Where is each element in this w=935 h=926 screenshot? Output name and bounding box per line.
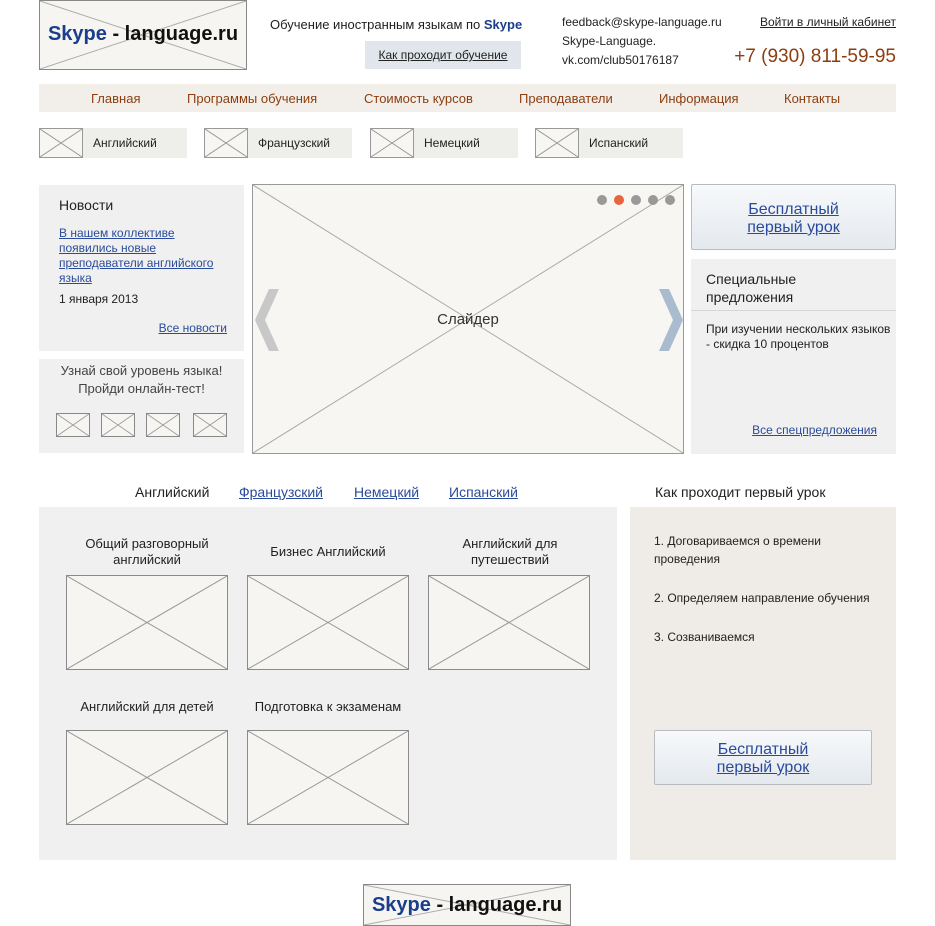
course-image[interactable] bbox=[66, 575, 228, 670]
slider-dot[interactable] bbox=[631, 195, 641, 205]
phone-number: +7 (930) 811-59-95 bbox=[734, 46, 896, 67]
slider-dots bbox=[597, 195, 677, 205]
course-title: Подготовка к экзаменам bbox=[254, 699, 402, 714]
course-tab-active[interactable]: Английский bbox=[135, 484, 210, 500]
course-title: Бизнес Английский bbox=[270, 544, 386, 559]
lang-tab-german[interactable] bbox=[370, 128, 518, 158]
lang-tab-spanish[interactable] bbox=[535, 128, 683, 158]
free-lesson-line2: первый урок bbox=[716, 759, 810, 776]
offers-title-line1: Специальные bbox=[706, 271, 797, 287]
offers-title bbox=[706, 270, 796, 306]
logo-rest: - language.ru bbox=[106, 23, 239, 45]
course-image[interactable] bbox=[66, 730, 228, 825]
flag-icon bbox=[39, 128, 83, 158]
flag-icon bbox=[370, 128, 414, 158]
course-image[interactable] bbox=[247, 730, 409, 825]
news-panel bbox=[39, 185, 244, 351]
nav-item-info[interactable]: Информация bbox=[659, 91, 739, 106]
slider-dot-active[interactable] bbox=[614, 195, 624, 205]
chevron-right-icon[interactable] bbox=[659, 289, 683, 351]
main-nav bbox=[39, 84, 896, 112]
tagline-brand: Skype bbox=[483, 17, 523, 32]
courses-panel bbox=[39, 507, 617, 860]
first-lesson-step: 3. Созваниваемся bbox=[654, 630, 755, 644]
first-lesson-step: 2. Определяем направление обучения bbox=[654, 591, 870, 605]
lang-tab-french[interactable] bbox=[204, 128, 352, 158]
nav-item-contacts[interactable]: Контакты bbox=[784, 91, 841, 106]
course-title: Английский для детей bbox=[80, 699, 214, 714]
contact-vk[interactable]: vk.com/club50176187 bbox=[562, 53, 679, 67]
offers-panel bbox=[691, 259, 896, 454]
how-learning-button[interactable]: Как проходит обучение bbox=[365, 41, 521, 69]
course-title: Общий разговорный английский bbox=[85, 536, 209, 567]
first-lesson-step: 1. Договариваемся о времени проведения bbox=[654, 534, 822, 566]
test-line1: Узнай свой уровень языка! bbox=[60, 363, 223, 378]
offers-text: При изучении нескольких языков - скидка 10 процентов bbox=[706, 322, 891, 351]
course-tab-spanish[interactable]: Испанский bbox=[449, 484, 518, 500]
nav-item-teachers[interactable]: Преподаватели bbox=[519, 91, 613, 106]
contact-email[interactable]: feedback@skype-language.ru bbox=[562, 15, 722, 29]
first-lesson-title: Как проходит первый урок bbox=[655, 484, 826, 500]
slider-dot[interactable] bbox=[648, 195, 658, 205]
lang-tab-label: Испанский bbox=[589, 136, 649, 150]
lang-tab-english[interactable] bbox=[39, 128, 187, 158]
test-line2: Пройди онлайн-тест! bbox=[78, 381, 205, 396]
test-option-icon[interactable] bbox=[193, 413, 227, 437]
nav-item-programs[interactable]: Программы обучения bbox=[187, 91, 318, 106]
nav-item-prices[interactable]: Стоимость курсов bbox=[364, 91, 473, 106]
first-lesson-panel bbox=[630, 507, 896, 860]
news-item-link[interactable]: В нашем коллективе появились новые преподаватели английского языка bbox=[59, 226, 214, 285]
test-option-icon[interactable] bbox=[146, 413, 180, 437]
offers-title-line2: предложения bbox=[706, 289, 794, 305]
slider-dot[interactable] bbox=[665, 195, 675, 205]
flag-icon bbox=[204, 128, 248, 158]
chevron-left-icon[interactable] bbox=[255, 289, 279, 351]
test-option-icon[interactable] bbox=[101, 413, 135, 437]
nav-item-home[interactable]: Главная bbox=[91, 91, 141, 106]
lang-tab-label: Немецкий bbox=[424, 136, 480, 150]
free-lesson-line1: Бесплатный bbox=[717, 741, 809, 758]
news-title: Новости bbox=[59, 197, 114, 213]
free-lesson-line1: Бесплатный bbox=[748, 201, 839, 218]
footer-logo-brand: Skype bbox=[371, 894, 431, 916]
all-offers-link[interactable]: Все спецпредложения bbox=[752, 423, 877, 437]
course-image[interactable] bbox=[247, 575, 409, 670]
test-panel bbox=[39, 359, 244, 453]
offers-divider bbox=[691, 310, 896, 311]
header-logo[interactable] bbox=[39, 0, 247, 70]
header-tagline bbox=[270, 17, 522, 32]
course-image[interactable] bbox=[428, 575, 590, 670]
flag-icon bbox=[535, 128, 579, 158]
footer-logo[interactable] bbox=[363, 884, 571, 926]
news-item-date: 1 января 2013 bbox=[59, 292, 139, 306]
free-lesson-line2: первый урок bbox=[747, 219, 840, 236]
test-option-icon[interactable] bbox=[56, 413, 90, 437]
contact-skype: Skype-Language. bbox=[562, 34, 657, 48]
tagline-text: Обучение иностранным языкам по bbox=[270, 17, 481, 32]
slider-label: Слайдер bbox=[437, 311, 499, 328]
course-title: Английский для путешествий bbox=[462, 536, 558, 567]
free-lesson-button-bottom[interactable] bbox=[654, 730, 872, 785]
free-lesson-button[interactable] bbox=[691, 184, 896, 250]
slider[interactable] bbox=[252, 184, 684, 454]
course-tab-german[interactable]: Немецкий bbox=[354, 484, 420, 500]
lang-tab-label: Английский bbox=[93, 136, 157, 150]
login-link[interactable]: Войти в личный кабинет bbox=[759, 15, 896, 29]
all-news-link[interactable]: Все новости bbox=[158, 321, 227, 335]
logo-brand: Skype bbox=[47, 23, 107, 45]
course-tab-french[interactable]: Французский bbox=[239, 484, 323, 500]
footer-logo-rest: - language.ru bbox=[430, 894, 563, 916]
slider-dot[interactable] bbox=[597, 195, 607, 205]
lang-tab-label: Французский bbox=[258, 136, 330, 150]
